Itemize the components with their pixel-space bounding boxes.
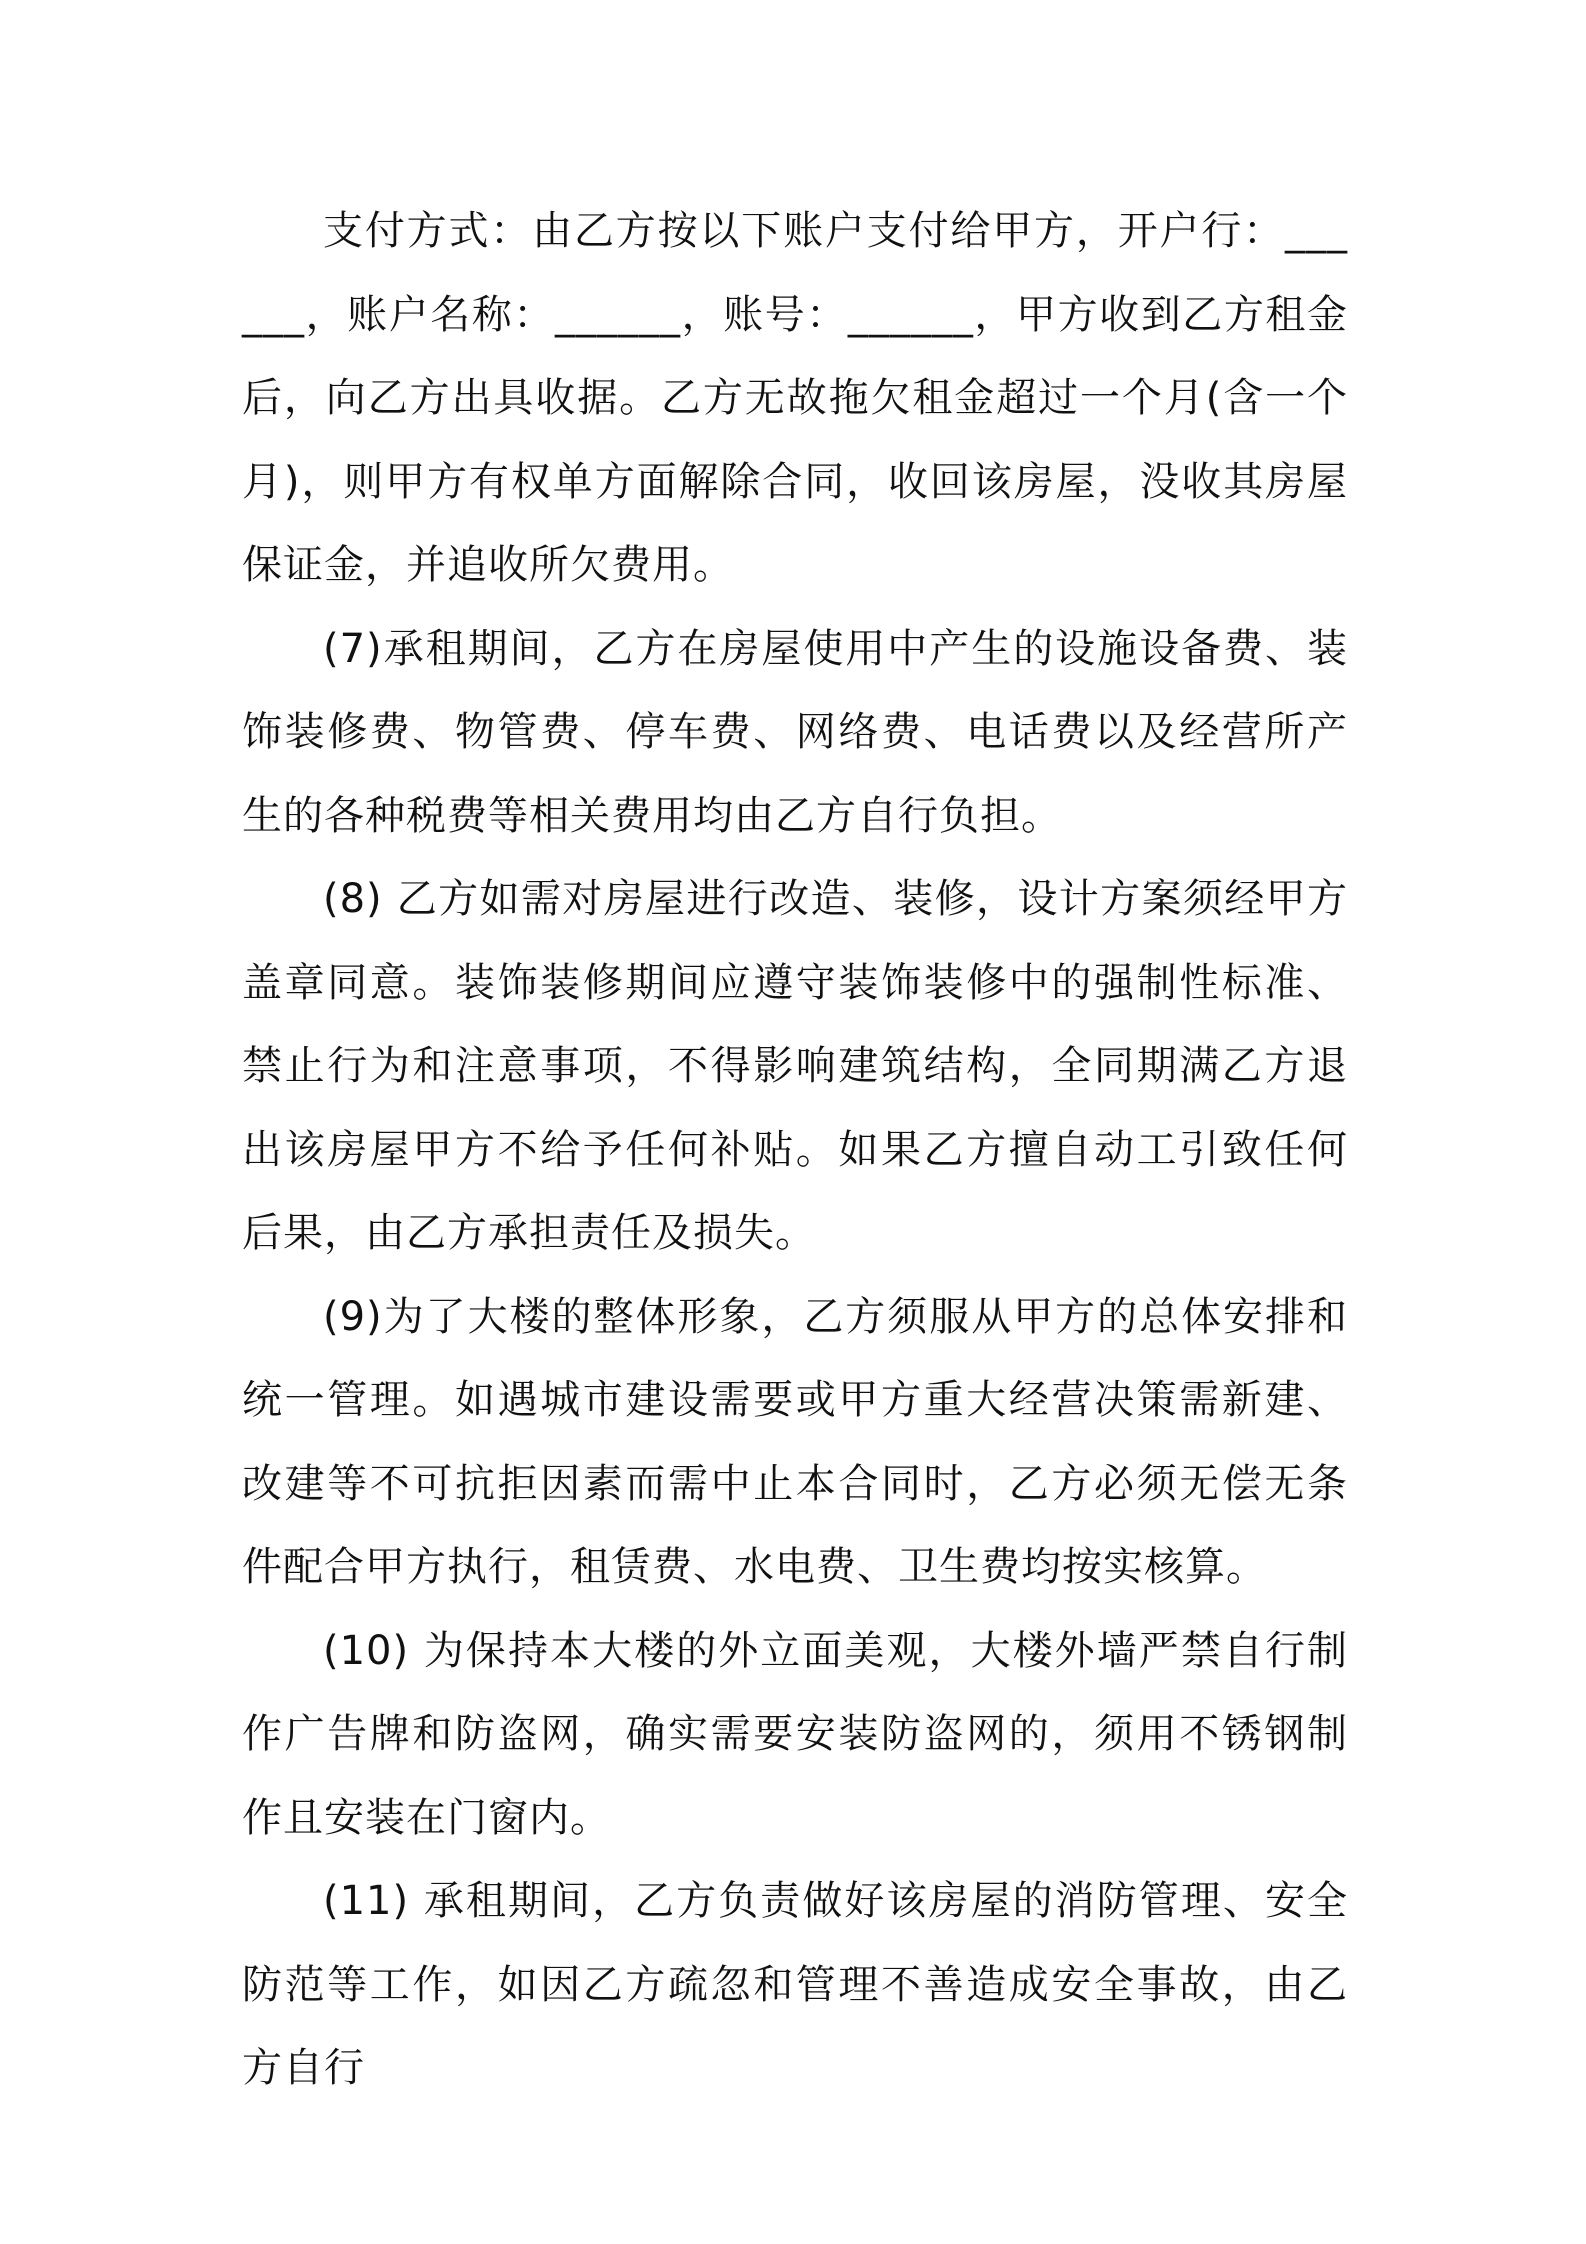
paragraph-clause-8: (8) 乙方如需对房屋进行改造、装修，设计方案须经甲方盖章同意。装饰装修期间应遵守装饰装修中的强制性标准、禁止行为和注意事项，不得影响建筑结构，全同期满乙方退出该房屋甲方不给予任何补贴。如果乙方擅自动工引致任何后果，由乙方承担责任及损失。 [242,876,1348,1256]
paragraph-clause-10: (10) 为保持本大楼的外立面美观，大楼外墙严禁自行制作广告牌和防盗网，确实需要安装防盗网的，须用不锈钢制作且安装在门窗内。 [242,1627,1348,1841]
paragraph-clause-9: (9)为了大楼的整体形象，乙方须服从甲方的总体安排和统一管理。如遇城市建设需要或甲方重大经营决策需新建、改建等不可抗拒因素而需中止本合同时，乙方必须无偿无条件配合甲方执行，租赁费、水电费、卫生费均按实核算。 [242,1293,1348,1590]
paragraph-clause-7: (7)承租期间，乙方在房屋使用中产生的设施设备费、装饰装修费、物管费、停车费、网络费、电话费以及经营所产生的各种税费等相关费用均由乙方自行负担。 [242,625,1348,839]
paragraph-clause-11: (11) 承租期间，乙方负责做好该房屋的消防管理、安全防范等工作，如因乙方疏忽和管理不善造成安全事故，由乙方自行 [242,1878,1348,2091]
document-body [242,190,1348,2111]
paragraph-payment-method: 支付方式：由乙方按以下账户支付给甲方，开户行：______，账户名称：______，账号：______，甲方收到乙方租金后，向乙方出具收据。乙方无故拖欠租金超过一个月(含一个月)，则甲方有权单方面解除合同，收回该房屋，没收其房屋保证金，并追收所欠费用。 [242,208,1348,588]
